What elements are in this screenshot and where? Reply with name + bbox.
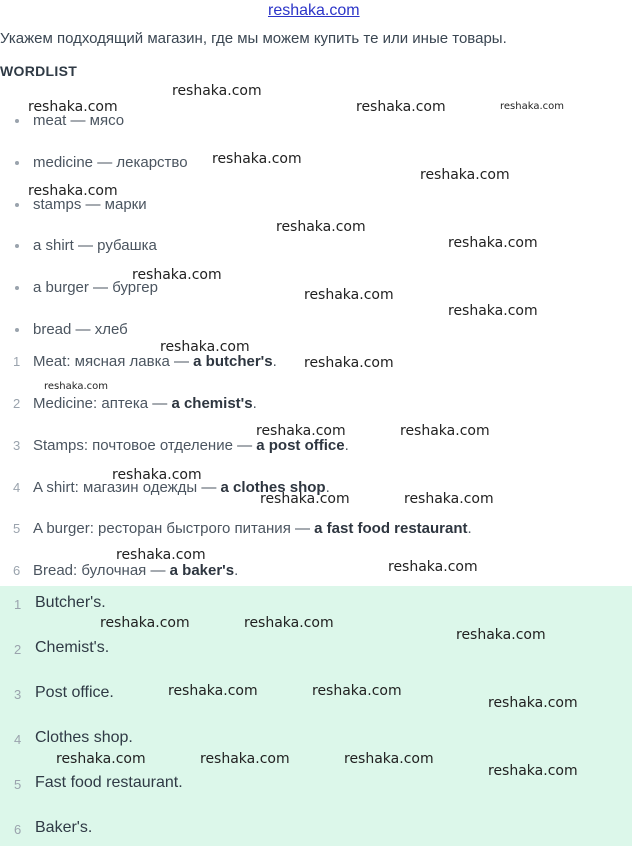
answer-number: 3 <box>14 687 22 702</box>
item-number: 3 <box>13 438 21 453</box>
watermark: reshaka.com <box>100 615 190 631</box>
item-number: 2 <box>13 396 21 411</box>
answer-number: 6 <box>14 822 22 837</box>
bullet-icon <box>15 328 19 332</box>
shop-name: a fast food restaurant <box>314 520 468 537</box>
watermark: reshaka.com <box>256 423 346 439</box>
item-number: 6 <box>13 563 21 578</box>
watermark: reshaka.com <box>172 83 262 99</box>
answer-number: 1 <box>14 597 22 612</box>
watermark: reshaka.com <box>112 467 202 483</box>
watermark: reshaka.com <box>56 751 146 767</box>
shop-name: a butcher's <box>193 353 273 370</box>
item-text: A burger: ресторан быстрого питания — <box>33 520 315 537</box>
shop-name: a baker's <box>169 562 235 579</box>
watermark: reshaka.com <box>304 355 394 371</box>
wordlist-entry: medicine — лекарство <box>33 154 188 171</box>
answer-text: Chemist's. <box>35 639 110 656</box>
site-header <box>0 0 632 22</box>
bullet-icon <box>15 286 19 290</box>
wordlist-entry: stamps — марки <box>33 196 147 213</box>
item-end: . <box>252 395 257 412</box>
item-number: 1 <box>13 354 21 369</box>
watermark: reshaka.com <box>116 547 206 563</box>
answer-text: Clothes shop. <box>35 729 133 746</box>
bullet-icon <box>15 161 19 165</box>
wordlist-entry: meat — мясо <box>33 112 125 129</box>
item-text: Meat: мясная лавка — <box>33 353 194 370</box>
watermark: reshaka.com <box>212 151 302 167</box>
watermark: reshaka.com <box>400 423 490 439</box>
shop-name: a clothes shop <box>220 479 326 496</box>
answer-number: 4 <box>14 732 22 747</box>
answer-text: Fast food restaurant. <box>35 774 183 791</box>
item-end: . <box>467 520 472 537</box>
item-text: Medicine: аптека — <box>33 395 172 412</box>
item-text: Stamps: почтовое отделение — <box>33 437 257 454</box>
site-link[interactable]: reshaka.com <box>268 2 360 19</box>
watermark: reshaka.com <box>344 751 434 767</box>
bullet-icon <box>15 119 19 123</box>
watermark: reshaka.com <box>488 695 578 711</box>
watermark: reshaka.com <box>200 751 290 767</box>
item-text: A shirt: магазин одежды — <box>33 479 221 496</box>
item-number: 4 <box>13 480 21 495</box>
wordlist-entry: a burger — бургер <box>33 279 158 296</box>
watermark: reshaka.com <box>276 219 366 235</box>
answer-number: 5 <box>14 777 22 792</box>
wordlist-entry: a shirt — рубашка <box>33 237 157 254</box>
answer-text: Baker's. <box>35 819 93 836</box>
shop-name: a chemist's <box>171 395 253 412</box>
watermark: reshaka.com <box>448 303 538 319</box>
item-end: . <box>234 562 239 579</box>
watermark: reshaka.com <box>356 99 446 115</box>
answer-text: Post office. <box>35 684 114 701</box>
watermark: reshaka.com <box>404 491 494 507</box>
item-end: . <box>344 437 349 454</box>
wordlist-title: WORDLIST <box>0 63 78 79</box>
watermark: reshaka.com <box>312 683 402 699</box>
item-end: . <box>272 353 277 370</box>
watermark: reshaka.com <box>456 627 546 643</box>
watermark: reshaka.com <box>160 339 250 355</box>
watermark: reshaka.com <box>448 235 538 251</box>
watermark: reshaka.com <box>488 763 578 779</box>
watermark: reshaka.com <box>44 381 108 392</box>
watermark: reshaka.com <box>28 183 118 199</box>
item-number: 5 <box>13 521 21 536</box>
watermark: reshaka.com <box>500 101 564 112</box>
shop-name: a post office <box>256 437 345 454</box>
item-text: Bread: булочная — <box>33 562 170 579</box>
item-end: . <box>325 479 330 496</box>
bullet-icon <box>15 203 19 207</box>
watermark: reshaka.com <box>260 491 350 507</box>
watermark: reshaka.com <box>28 99 118 115</box>
watermark: reshaka.com <box>304 287 394 303</box>
bullet-icon <box>15 244 19 248</box>
answer-number: 2 <box>14 642 22 657</box>
intro-text: Укажем подходящий магазин, где мы можем купить те или иные товары. <box>0 30 507 47</box>
wordlist-entry: bread — хлеб <box>33 321 128 338</box>
watermark: reshaka.com <box>420 167 510 183</box>
watermark: reshaka.com <box>132 267 222 283</box>
answer-text: Butcher's. <box>35 594 106 611</box>
watermark: reshaka.com <box>168 683 258 699</box>
watermark: reshaka.com <box>244 615 334 631</box>
watermark: reshaka.com <box>388 559 478 575</box>
